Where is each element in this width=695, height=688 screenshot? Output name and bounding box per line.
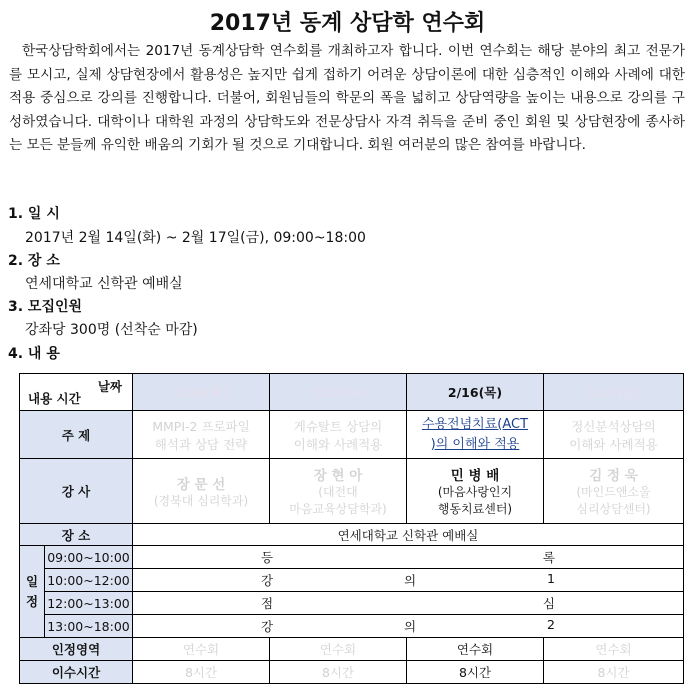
- schedule-time: 09:00~10:00: [45, 546, 133, 569]
- speaker-affiliation: (마인드앤소울: [576, 485, 651, 499]
- topic-label: 주 제: [20, 411, 133, 459]
- topic-line: 이해와 사례적용: [569, 436, 658, 452]
- topic-line: MMPI-2 프로파일: [152, 418, 250, 434]
- schedule-label-char: 정: [25, 593, 39, 609]
- hours-row: [20, 661, 684, 684]
- venue-label: 장 소: [20, 524, 133, 546]
- speaker-affiliation: (대전대: [318, 485, 358, 499]
- corner-time-label: 내용 시간: [28, 391, 81, 406]
- speaker-affiliation: (마음사랑인지: [437, 485, 513, 499]
- topic-row: [20, 411, 684, 459]
- topic-line: 이해와 사례적용: [293, 436, 383, 452]
- schedule-row: [20, 546, 684, 569]
- activity-part: 의: [404, 619, 417, 634]
- cert-value: 연수회: [407, 638, 544, 661]
- activity-part: 점: [261, 596, 274, 611]
- speaker-row: [20, 459, 684, 524]
- schedule-row: [20, 615, 684, 638]
- date-header: 2/16(목): [407, 374, 544, 411]
- topic-link[interactable]: [407, 415, 543, 455]
- activity-part: 강: [261, 619, 274, 634]
- schedule-label: [20, 546, 45, 638]
- cert-label: 인정영역: [20, 638, 133, 661]
- speaker-label: 강 사: [20, 459, 133, 524]
- schedule-table: [19, 373, 684, 684]
- speaker-cell: [544, 459, 684, 524]
- speaker-affiliation: 심리상담센터): [576, 502, 651, 516]
- topic-line: 정신분석상담의: [571, 418, 656, 434]
- topic-line: )의 이해와 적용: [430, 436, 520, 452]
- topic-line: 수용전념치료(ACT: [421, 416, 529, 432]
- topic-cell: [544, 411, 684, 459]
- activity-part: 록: [542, 550, 555, 565]
- place-value: 연세대학교 신학관 예배실: [25, 276, 183, 292]
- date-header: 2/15(수): [270, 374, 407, 411]
- speaker-name: 장 문 선: [176, 476, 226, 493]
- content-heading: 4. 내 용: [8, 346, 60, 362]
- schedule-label-char: 일: [25, 573, 39, 589]
- cert-value: 연수회: [270, 638, 407, 661]
- hours-label: 이수시간: [20, 661, 133, 684]
- speaker-affiliation: (경북대 심리학과): [153, 493, 249, 508]
- speaker-cell: [270, 459, 407, 524]
- page-title: 2017년 동계 상담학 연수회: [209, 11, 486, 36]
- place-heading: 2. 장 소: [8, 253, 60, 269]
- recruit-value: 강좌당 300명 (선착순 마감): [25, 322, 198, 338]
- hours-value: 8시간: [270, 661, 407, 684]
- schedule-row: [20, 569, 684, 592]
- schedule-time: 10:00~12:00: [45, 569, 133, 592]
- hours-value: 8시간: [407, 661, 544, 684]
- schedule-time: 13:00~18:00: [45, 615, 133, 638]
- activity-part: 1: [547, 571, 555, 586]
- speaker-name: 김 정 욱: [589, 468, 638, 484]
- venue-row: [20, 524, 684, 546]
- topic-cell: [133, 411, 270, 459]
- speaker-affiliation: 행동치료센터): [437, 502, 513, 516]
- intro-paragraph: 한국상담학회에서는 2017년 동계상담학 연수회를 개최하고자 합니다. 이번 연수회는 해당 분야의 최고 전문가를 모시고, 실제 상담현장에서 활용성은 높지만 쉽게 접하기 어려운 상담이론에 대한 심층적인 이해와 사례에 대한 적용 중심으로 강의를 진행합니다. 더불어, 회원님들의 학문의 폭을 넓히고 상담역량을 높이는 내용으로 강의를 구성하였습니다. 대학이나 대학원 과정의 상담학도와 전문상담사 자격 취득을 준비 중인 회원 및 상담현장에 종사하는 모든 분들께 유익한 배움의 기회가 될 것으로 기대합니다. 회원 여러분의 많은 참여를 바랍니다.: [9, 43, 685, 153]
- date-header: 2/14(화): [133, 374, 270, 411]
- schedule-activity: [133, 569, 684, 592]
- date-heading: 1. 일 시: [8, 206, 60, 222]
- activity-part: 2: [547, 617, 555, 632]
- corner-date-label: 날짜: [97, 379, 122, 394]
- activity-part: 의: [404, 573, 417, 588]
- schedule-activity: [133, 615, 684, 638]
- topic-line: 해석과 상담 전략: [154, 436, 248, 452]
- topic-cell: [270, 411, 407, 459]
- cert-value: 연수회: [544, 638, 684, 661]
- corner-cell: [20, 374, 133, 411]
- date-header-row: [20, 374, 684, 411]
- hours-value: 8시간: [544, 661, 684, 684]
- speaker-name: 장 현 아: [313, 468, 363, 484]
- schedule-time: 12:00~13:00: [45, 592, 133, 615]
- schedule-row: [20, 592, 684, 615]
- cert-value: 연수회: [133, 638, 270, 661]
- schedule-activity: [133, 546, 684, 569]
- topic-line: 게슈탈트 상담의: [293, 418, 383, 434]
- cert-row: [20, 638, 684, 661]
- hours-value: 8시간: [133, 661, 270, 684]
- recruit-heading: 3. 모집인원: [8, 299, 83, 315]
- venue-value: 연세대학교 신학관 예배실: [133, 524, 684, 546]
- date-header: 2/17(금): [544, 374, 684, 411]
- activity-part: 등: [261, 550, 274, 565]
- speaker-name: 민 병 배: [450, 468, 500, 484]
- speaker-cell: [407, 459, 544, 524]
- speaker-affiliation: 마음교육상담학과): [289, 502, 387, 516]
- topic-cell: [407, 411, 544, 459]
- schedule-activity: [133, 592, 684, 615]
- activity-part: 심: [542, 596, 555, 611]
- speaker-cell: [133, 459, 270, 524]
- activity-part: 강: [261, 573, 274, 588]
- date-value: 2017년 2월 14일(화) ~ 2월 17일(금), 09:00~18:00: [25, 230, 366, 246]
